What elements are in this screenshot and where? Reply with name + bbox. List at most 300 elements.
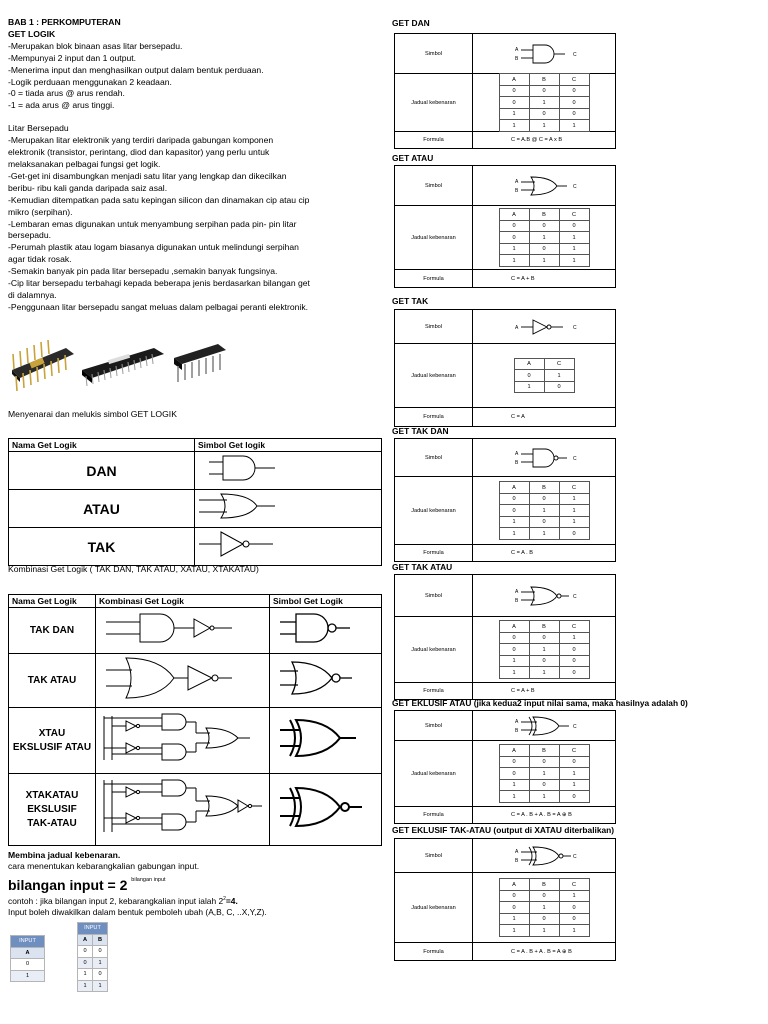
- note-line: agar tidak rosak.: [8, 254, 72, 265]
- truth-cell: C: [559, 482, 589, 494]
- truth-cell: B: [529, 74, 559, 86]
- combo-name-line: EKSLUSIF ATAU: [12, 741, 92, 753]
- truth-cell: A: [499, 74, 529, 86]
- and-gate-symbol-icon: [473, 34, 615, 73]
- combo-col-symbol: Simbol Get Logik: [270, 595, 382, 608]
- svg-text:A: A: [515, 324, 519, 331]
- note-line: -Menerima input dan menghasilkan output dalam bentuk perduaan.: [8, 64, 264, 75]
- truth-table-row: [514, 381, 574, 393]
- gate-title: GET EKLUSIF ATAU (jika kedua2 input nilai sama, maka hasilnya adalah 0): [392, 698, 688, 708]
- nor-combination-diagram: [96, 654, 270, 708]
- note-line: -Lembaran emas digunakan untuk menyambung serpihan pada pin- pin litar: [8, 218, 297, 229]
- gate-reference-not: [394, 309, 616, 427]
- truth-cell: 1: [499, 120, 529, 132]
- symbol-label: Simbol: [395, 711, 473, 740]
- example-result: =4.: [225, 895, 238, 906]
- formula-label: Formula: [395, 270, 473, 287]
- truth-cell: 0: [529, 756, 559, 768]
- formula-label: Formula: [395, 683, 473, 699]
- truth-cell: 1: [529, 255, 559, 267]
- truth-cell: 0: [514, 370, 544, 382]
- truth-cell: C: [559, 209, 589, 221]
- truth-cell: A: [499, 482, 529, 494]
- note-line: -0 = tiada arus @ arus rendah.: [8, 88, 125, 99]
- truth-table-container: [473, 74, 615, 131]
- ic-chip-image-3: [174, 344, 226, 382]
- xor-gate-symbol: [270, 708, 382, 774]
- truth-cell: 1: [559, 779, 589, 791]
- truth-table-row: [514, 358, 574, 370]
- input-cell: 1: [93, 980, 108, 992]
- truth-cell: B: [529, 745, 559, 757]
- truth-table: [499, 481, 590, 540]
- svg-text:C: C: [573, 51, 577, 58]
- truth-cell: C: [544, 358, 574, 370]
- example-text: contoh : jika bilangan input 2, kebarangkalian input ialah 2: [8, 895, 224, 906]
- truth-table-row: [499, 644, 589, 656]
- truth-cell: B: [529, 209, 559, 221]
- note-line: elektronik (transistor, perintang, diod dan kapasitor) yang perlu untuk: [8, 147, 270, 158]
- truth-cell: 1: [559, 493, 589, 505]
- truth-cell: 1: [514, 381, 544, 393]
- input-cell: 0: [93, 946, 108, 958]
- truth-table-label: Jadual kebenaran: [395, 873, 473, 942]
- ic-chip-photos: [8, 336, 230, 396]
- truth-cell: 0: [559, 913, 589, 925]
- svg-text:C: C: [573, 853, 577, 860]
- truth-cell: 0: [499, 505, 529, 517]
- truth-table-row: [499, 516, 589, 528]
- truth-cell: 1: [559, 890, 589, 902]
- gate-title: GET TAK DAN: [392, 426, 449, 436]
- truth-table-row: [499, 243, 589, 255]
- formula-superscript: bilangan input: [131, 877, 166, 883]
- truth-cell: 1: [499, 516, 529, 528]
- basic-col-name: Nama Get Logik: [9, 439, 195, 452]
- truth-cell: A: [499, 621, 529, 633]
- gate-title: GET TAK ATAU: [392, 562, 453, 572]
- truth-cell: 1: [529, 528, 559, 540]
- formula-label: Formula: [395, 545, 473, 561]
- input-cell: 1: [78, 969, 93, 981]
- truth-cell: 0: [499, 902, 529, 914]
- truth-table-row: [499, 493, 589, 505]
- truth-table-row: [499, 890, 589, 902]
- input-sub-b: B: [93, 934, 108, 946]
- combo-col-combination: Kombinasi Get Logik: [96, 595, 270, 608]
- truth-table-row: [499, 220, 589, 232]
- note-line: -Kemudian ditempatkan pada satu kepingan silicon dan dinamakan cip atau cip: [8, 194, 310, 205]
- truth-table-row: [499, 879, 589, 891]
- svg-text:C: C: [573, 324, 577, 331]
- gate-title: GET TAK: [392, 296, 429, 306]
- truth-cell: 1: [499, 255, 529, 267]
- truth-cell: 1: [559, 505, 589, 517]
- svg-text:A: A: [515, 178, 519, 185]
- truth-table-row: [499, 925, 589, 937]
- note-line: -1 = ada arus @ arus tinggi.: [8, 100, 115, 111]
- truth-cell: 0: [529, 913, 559, 925]
- or-gate-symbol: [195, 490, 382, 528]
- example-line: [8, 894, 267, 907]
- gate-reference-nand: [394, 438, 616, 562]
- note-line: -Logik perduaan menggunakan 2 keadaan.: [8, 76, 172, 87]
- truth-cell: 1: [529, 667, 559, 679]
- xnor-gate-symbol-icon: [473, 839, 615, 872]
- truth-cell: 0: [559, 644, 589, 656]
- truth-line: cara menentukan kebarangkalian gabungan input.: [8, 861, 200, 871]
- nor-gate-symbol-icon: [473, 575, 615, 616]
- note-line: melaksanakan pelbagai fungsi get logik.: [8, 158, 161, 169]
- truth-cell: 1: [529, 232, 559, 244]
- note-line: -Merupakan blok binaan asas litar bersepadu.: [8, 40, 183, 51]
- note-line: -Mempunyai 2 input dan 1 output.: [8, 52, 137, 63]
- truth-table-row: [499, 482, 589, 494]
- formula-label: Formula: [395, 807, 473, 823]
- input-cell: 1: [11, 970, 45, 982]
- truth-cell: 0: [559, 655, 589, 667]
- combo-name-tak-atau: TAK ATAU: [9, 654, 96, 708]
- truth-table: [514, 358, 575, 394]
- note-line: mikro (serpihan).: [8, 206, 73, 217]
- gate-reference-or: [394, 165, 616, 288]
- truth-cell: 1: [559, 632, 589, 644]
- truth-cell: 0: [529, 516, 559, 528]
- truth-cell: 0: [559, 108, 589, 120]
- truth-cell: 1: [559, 243, 589, 255]
- truth-table-row: [499, 528, 589, 540]
- truth-cell: 0: [499, 890, 529, 902]
- truth-cell: A: [499, 209, 529, 221]
- truth-cell: 1: [499, 243, 529, 255]
- symbol-label: Simbol: [395, 34, 473, 73]
- truth-cell: 1: [499, 913, 529, 925]
- truth-cell: 0: [544, 381, 574, 393]
- truth-cell: 1: [559, 516, 589, 528]
- truth-table-label: Jadual kebenaran: [395, 344, 473, 407]
- truth-table: [499, 878, 590, 937]
- input-sub-a: A: [11, 947, 45, 959]
- svg-text:C: C: [573, 723, 577, 730]
- truth-cell: 1: [559, 768, 589, 780]
- truth-cell: B: [529, 621, 559, 633]
- gate-reference-nor: [394, 574, 616, 700]
- svg-text:B: B: [515, 727, 519, 734]
- input-cell: 0: [78, 957, 93, 969]
- truth-table-container: [473, 206, 615, 269]
- truth-cell: 0: [559, 791, 589, 803]
- symbol-label: Simbol: [395, 166, 473, 205]
- truth-table-row: [499, 255, 589, 267]
- symbol-label: Simbol: [395, 839, 473, 872]
- svg-text:A: A: [515, 46, 519, 53]
- truth-cell: 0: [559, 528, 589, 540]
- truth-cell: 1: [559, 232, 589, 244]
- gate-name-tak: TAK: [9, 528, 195, 566]
- not-gate-symbol: [195, 528, 382, 566]
- truth-cell: 0: [559, 97, 589, 109]
- nand-combination-diagram: [96, 608, 270, 654]
- variables-line: Input boleh diwakilkan dalam bentuk pemboleh ubah (A,B, C, ..X,Y,Z).: [8, 906, 267, 917]
- truth-cell: 1: [499, 925, 529, 937]
- formula-value: C = A . B + A . B = A ⊕ B: [511, 948, 572, 955]
- input-sub-a: A: [78, 934, 93, 946]
- gate-reference-and: [394, 33, 616, 149]
- truth-cell: 1: [559, 120, 589, 132]
- gate-name-atau: ATAU: [9, 490, 195, 528]
- truth-table-row: [499, 120, 589, 132]
- truth-cell: 0: [499, 756, 529, 768]
- combo-name-xnor: [9, 774, 96, 846]
- truth-cell: 0: [559, 667, 589, 679]
- truth-table-row: [499, 902, 589, 914]
- truth-cell: 1: [499, 667, 529, 679]
- truth-cell: 1: [529, 644, 559, 656]
- basic-col-symbol: Simbol Get logik: [195, 439, 382, 452]
- truth-table-label: Jadual kebenaran: [395, 477, 473, 544]
- truth-cell: 1: [529, 120, 559, 132]
- truth-table-container: [473, 344, 615, 407]
- symbol-label: Simbol: [395, 310, 473, 343]
- truth-table-container: [473, 477, 615, 544]
- note-line: -Semakin banyak pin pada litar bersepadu ,semakin banyak fungsinya.: [8, 266, 278, 277]
- formula-main: bilangan input = 2: [8, 877, 128, 893]
- truth-cell: 1: [499, 791, 529, 803]
- gate-reference-xor: [394, 710, 616, 824]
- truth-cell: B: [529, 879, 559, 891]
- input-cell: 0: [78, 946, 93, 958]
- note-line: -Cip litar bersepadu terbahagi kepada beberapa jenis berdasarkan bilangan get: [8, 278, 310, 289]
- svg-text:B: B: [515, 55, 519, 62]
- truth-cell: 0: [529, 655, 559, 667]
- gate-reference-xnor: [394, 838, 616, 961]
- note-line: di dalamnya.: [8, 289, 57, 300]
- input-formula: [8, 872, 267, 894]
- truth-table-row: [499, 768, 589, 780]
- input-cell: 0: [93, 969, 108, 981]
- note-line: -Merupakan litar elektronik yang terdiri daripada gabungan komponen: [8, 135, 274, 146]
- truth-table-label: Jadual kebenaran: [395, 74, 473, 131]
- truth-cell: 0: [529, 890, 559, 902]
- truth-cell: 0: [559, 902, 589, 914]
- section-heading-ic: Litar Bersepadu: [8, 123, 69, 134]
- gate-name-dan: DAN: [9, 452, 195, 490]
- truth-cell: 0: [529, 108, 559, 120]
- truth-cell: 0: [499, 644, 529, 656]
- truth-table: [499, 620, 590, 679]
- truth-cell: C: [559, 74, 589, 86]
- note-line: -Perumah plastik atau logam biasanya digunakan untuk melindungi serpihan: [8, 242, 299, 253]
- combo-name-line: XTAU: [38, 727, 66, 739]
- truth-cell: 0: [499, 632, 529, 644]
- note-line: -Penggunaan litar bersepadu sangat meluas dalam pelbagai peranti elektronik.: [8, 301, 309, 312]
- note-line: -Get-get ini disambungkan menjadi satu litar yang lengkap dan dikecilkan: [8, 170, 287, 181]
- svg-text:A: A: [515, 718, 519, 725]
- truth-table-row: [499, 632, 589, 644]
- truth-cell: 0: [499, 493, 529, 505]
- xnor-combination-diagram: [96, 774, 270, 846]
- truth-table-container: [473, 873, 615, 942]
- formula-label: Formula: [395, 408, 473, 426]
- chapter-heading: BAB 1 : PERKOMPUTERAN: [8, 17, 121, 27]
- svg-text:A: A: [515, 450, 519, 457]
- gate-title: GET EKLUSIF TAK-ATAU (output di XATAU diterbalikan): [392, 825, 615, 835]
- truth-cell: C: [559, 621, 589, 633]
- symbol-label: Simbol: [395, 575, 473, 616]
- combo-heading: Kombinasi Get Logik ( TAK DAN, TAK ATAU, XATAU, XTAKATAU): [8, 564, 259, 574]
- truth-cell: 1: [544, 370, 574, 382]
- gate-title: GET DAN: [392, 18, 430, 28]
- truth-cell: 0: [499, 97, 529, 109]
- truth-cell: 1: [499, 108, 529, 120]
- truth-cell: 1: [529, 97, 559, 109]
- svg-text:C: C: [573, 183, 577, 190]
- input-header: INPUT: [11, 936, 45, 948]
- truth-cell: 1: [529, 925, 559, 937]
- combo-name-xor: [9, 708, 96, 774]
- svg-text:B: B: [515, 857, 519, 864]
- truth-cell: 0: [559, 220, 589, 232]
- truth-table-label: Jadual kebenaran: [395, 206, 473, 269]
- truth-cell: 0: [529, 220, 559, 232]
- truth-table-row: [499, 232, 589, 244]
- svg-text:B: B: [515, 459, 519, 466]
- truth-table-row: [499, 97, 589, 109]
- truth-table-row: [499, 655, 589, 667]
- svg-text:A: A: [515, 848, 519, 855]
- formula-value: C = A . B: [511, 550, 533, 556]
- truth-cell: 1: [559, 925, 589, 937]
- truth-cell: 1: [499, 528, 529, 540]
- truth-table-row: [499, 621, 589, 633]
- truth-cell: 1: [499, 779, 529, 791]
- formula-value: C = A.B @ C = A x B: [511, 137, 563, 143]
- combo-col-name: Nama Get Logik: [9, 595, 96, 608]
- symbol-label: Simbol: [395, 439, 473, 476]
- svg-text:B: B: [515, 187, 519, 194]
- note-line: beribu- ribu kali ganda daripada saiz asal.: [8, 182, 168, 193]
- basic-gates-table: [8, 438, 382, 566]
- truth-cell: 0: [559, 85, 589, 97]
- truth-table-label: Jadual kebenaran: [395, 617, 473, 682]
- combination-gates-table: [8, 594, 382, 846]
- section-heading-logic-gates: GET LOGIK: [8, 28, 56, 39]
- combo-name-tak-dan: TAK DAN: [9, 608, 96, 654]
- truth-cell: 1: [529, 791, 559, 803]
- formula-label: Formula: [395, 132, 473, 148]
- truth-cell: 0: [559, 756, 589, 768]
- truth-table-row: [499, 209, 589, 221]
- input-table-one-variable: [10, 935, 45, 982]
- truth-cell: 0: [529, 779, 559, 791]
- nand-gate-symbol-icon: [473, 439, 615, 476]
- truth-table-row: [499, 108, 589, 120]
- truth-cell: 1: [529, 768, 559, 780]
- combo-name-line: TAK-ATAU: [27, 817, 77, 829]
- truth-cell: 0: [529, 85, 559, 97]
- truth-table-row: [499, 745, 589, 757]
- and-gate-symbol: [195, 452, 382, 490]
- truth-cell: 0: [499, 232, 529, 244]
- truth-cell: C: [559, 745, 589, 757]
- list-heading: Menyenarai dan melukis simbol GET LOGIK: [8, 409, 177, 419]
- truth-cell: 1: [529, 505, 559, 517]
- svg-text:A: A: [515, 588, 519, 595]
- nand-gate-symbol: [270, 608, 382, 654]
- input-header: INPUT: [78, 923, 108, 935]
- note-line: bersepadu.: [8, 230, 52, 241]
- combo-name-line: EKSLUSIF: [27, 803, 77, 815]
- formula-value: C = A + B: [511, 688, 535, 694]
- truth-table-container: [473, 741, 615, 806]
- not-gate-symbol-icon: [473, 310, 615, 343]
- truth-table-row: [499, 85, 589, 97]
- truth-cell: A: [499, 879, 529, 891]
- formula-value: C = A + B: [511, 275, 535, 282]
- xnor-gate-symbol: [270, 774, 382, 846]
- truth-table-row: [499, 505, 589, 517]
- truth-table: [499, 73, 590, 132]
- input-cell: 1: [78, 980, 93, 992]
- truth-cell: A: [499, 745, 529, 757]
- truth-table-notes: [8, 850, 267, 918]
- gate-title: GET ATAU: [392, 153, 434, 163]
- input-cell: 1: [93, 957, 108, 969]
- truth-table-row: [499, 913, 589, 925]
- truth-cell: 0: [529, 243, 559, 255]
- truth-table-row: [499, 756, 589, 768]
- svg-text:C: C: [573, 455, 577, 462]
- svg-text:C: C: [573, 593, 577, 600]
- intro-notes: [8, 17, 310, 314]
- or-gate-symbol-icon: [473, 166, 615, 205]
- truth-table-row: [514, 370, 574, 382]
- truth-table-row: [499, 779, 589, 791]
- formula-value: C = A . B + A . B = A ⊕ B: [511, 812, 572, 818]
- xor-combination-diagram: [96, 708, 270, 774]
- example-superscript: 2: [223, 896, 226, 902]
- input-table-two-variables: [77, 922, 108, 992]
- truth-table: [499, 744, 590, 803]
- formula-value: C = A: [511, 414, 525, 420]
- truth-cell: 1: [529, 902, 559, 914]
- combo-name-line: XTAKATAU: [25, 789, 79, 801]
- input-cell: 0: [11, 959, 45, 971]
- truth-table-row: [499, 74, 589, 86]
- ic-chip-image-1: [12, 340, 74, 391]
- truth-cell: 1: [499, 655, 529, 667]
- truth-cell: 0: [499, 768, 529, 780]
- truth-table-label: Jadual kebenaran: [395, 741, 473, 806]
- truth-table-row: [499, 667, 589, 679]
- truth-cell: C: [559, 879, 589, 891]
- nor-gate-symbol: [270, 654, 382, 708]
- truth-cell: A: [514, 358, 544, 370]
- truth-heading: Membina jadual kebenaran.: [8, 850, 121, 860]
- truth-cell: 0: [499, 220, 529, 232]
- truth-table: [499, 208, 590, 267]
- truth-cell: 0: [499, 85, 529, 97]
- truth-cell: 0: [529, 493, 559, 505]
- ic-chip-image-2: [82, 348, 164, 386]
- truth-cell: 1: [559, 255, 589, 267]
- xor-gate-symbol-icon: [473, 711, 615, 740]
- truth-cell: B: [529, 482, 559, 494]
- svg-text:B: B: [515, 597, 519, 604]
- truth-table-row: [499, 791, 589, 803]
- truth-cell: 0: [529, 632, 559, 644]
- truth-table-container: [473, 617, 615, 682]
